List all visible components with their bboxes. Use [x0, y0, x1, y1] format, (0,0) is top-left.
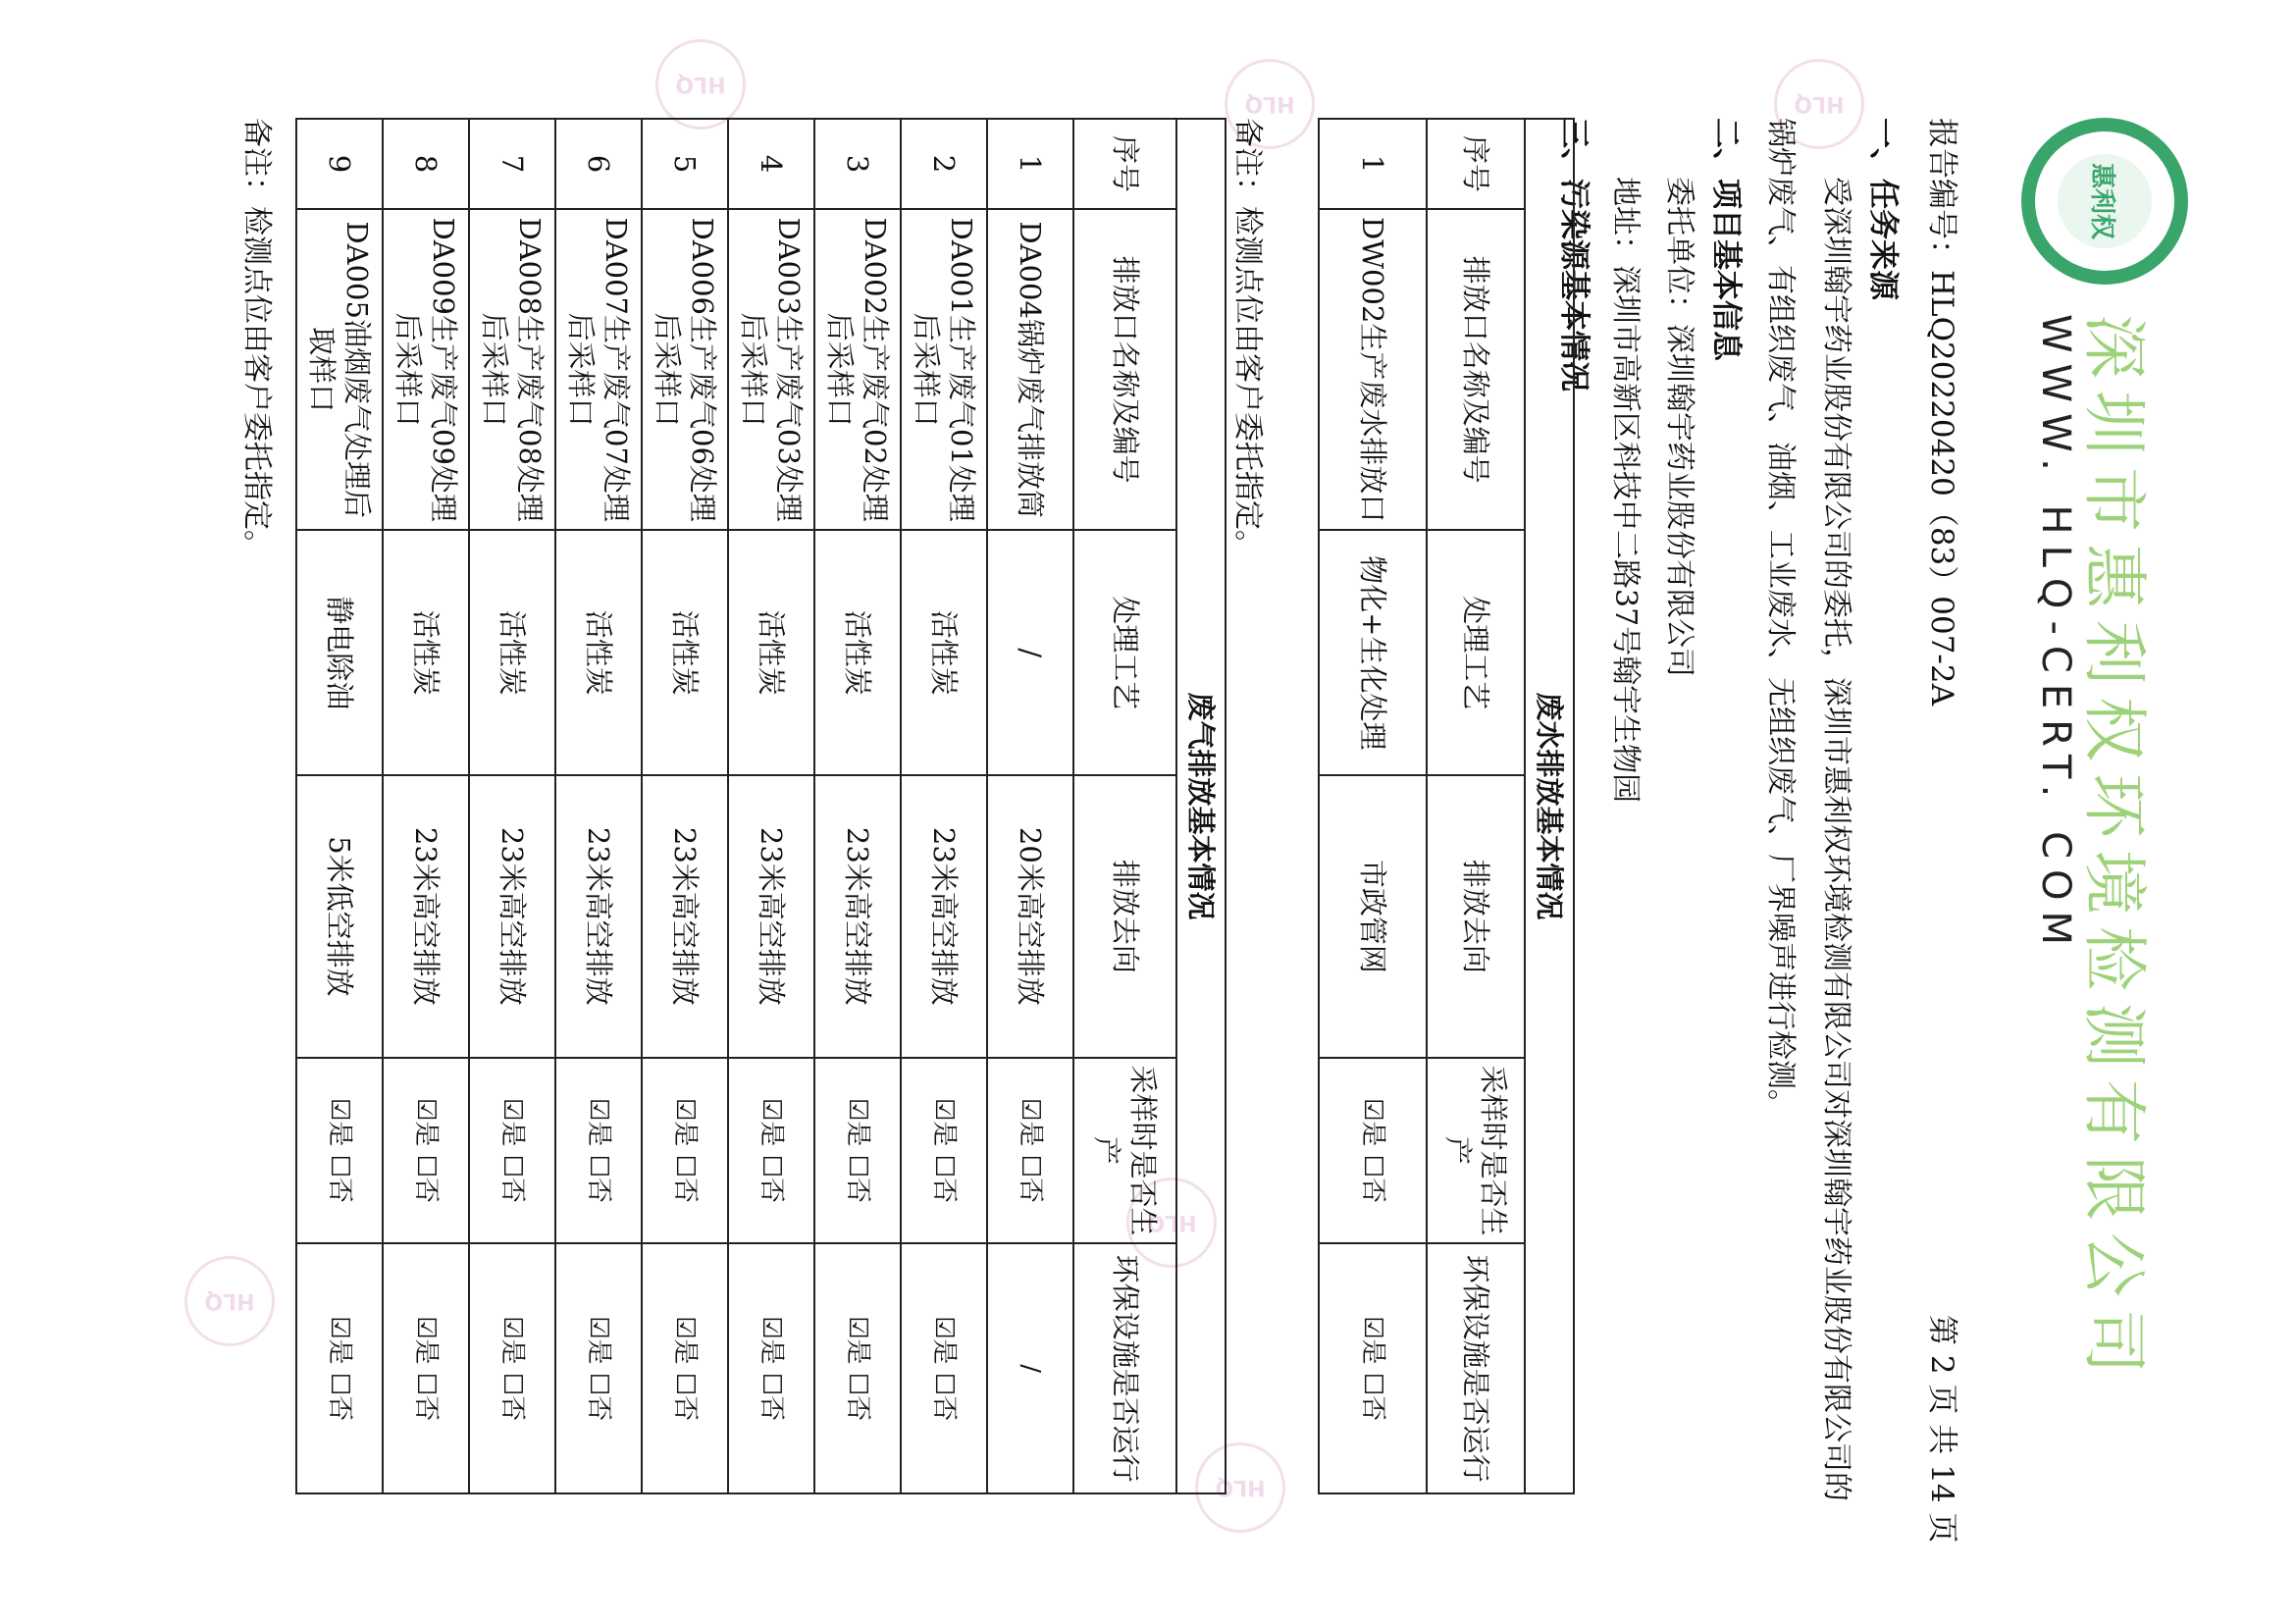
col-header: 处理工艺	[1073, 530, 1176, 775]
cell-facility: ☑是 ☐否	[814, 1243, 901, 1493]
cell-facility: ☑是 ☐否	[555, 1243, 642, 1493]
cell-no: 6	[555, 119, 642, 209]
cell-production: ☑是 ☐否	[987, 1058, 1073, 1244]
cell-facility: ☑是 ☐否	[642, 1243, 728, 1493]
table-row	[728, 119, 814, 1493]
table-row	[642, 119, 728, 1493]
cell-outlet: DA003生产废气03处理后采样口	[728, 209, 814, 531]
cell-no: 3	[814, 119, 901, 209]
cell-facility: ☑是 ☐否	[296, 1243, 383, 1493]
cell-destination: 23米高空排放	[555, 775, 642, 1058]
cell-destination: 5米低空排放	[296, 775, 383, 1058]
waste-gas-note: 备注：检测点位由客户委托指定。	[239, 118, 274, 559]
cell-destination: 23米高空排放	[642, 775, 728, 1058]
table-row	[814, 119, 901, 1493]
cell-facility: ☑是 ☐否	[901, 1243, 987, 1493]
col-header: 排放去向	[1073, 775, 1176, 1058]
cell-process: 活性炭	[728, 530, 814, 775]
cell-no: 4	[728, 119, 814, 209]
client-address: 地址：深圳市高新区科技中二路37号翰宇生物园	[1608, 177, 1643, 804]
cell-production: ☑是 ☐否	[383, 1058, 469, 1244]
waste-gas-rows	[296, 119, 1073, 1493]
cell-production: ☑是 ☐否	[1319, 1058, 1427, 1244]
page-indicator: 第 2 页 共 14 页	[1924, 1315, 1959, 1544]
cell-destination: 23米高空排放	[814, 775, 901, 1058]
cell-destination: 市政管网	[1319, 775, 1427, 1058]
cell-facility: ☑是 ☐否	[383, 1243, 469, 1493]
col-header: 序号	[1427, 119, 1525, 209]
cell-no: 2	[901, 119, 987, 209]
task-source-text: 受深圳翰宇药业股份有限公司的委托，深圳市惠利权环境检测有限公司对深圳翰宇药业股份有限公司的锅炉废气、有组织废气、油烟、工业废水、无组织废气、厂界噪声进行检测。	[1763, 118, 1853, 1501]
cell-outlet: DA007生产废气07处理后采样口	[555, 209, 642, 531]
cell-outlet: DA002生产废气02处理后采样口	[814, 209, 901, 531]
company-logo-seal	[2021, 118, 2188, 285]
cell-process: 静电除油	[296, 530, 383, 775]
cell-facility: /	[987, 1243, 1073, 1493]
logo-text: 惠利权	[2058, 154, 2152, 248]
company-website: WWW. HLQ-CERT. COM	[2033, 314, 2078, 957]
cell-no: 8	[383, 119, 469, 209]
watermark-stamp: HLQ	[655, 39, 746, 130]
cell-no: 7	[469, 119, 555, 209]
client-name: 委托单位：深圳翰宇药业股份有限公司	[1662, 177, 1696, 677]
cell-process: 物化+生化处理	[1319, 530, 1427, 775]
cell-destination: 23米高空排放	[383, 775, 469, 1058]
section-title-project-info: 二、项目基本信息	[1708, 118, 1744, 361]
cell-process: 活性炭	[469, 530, 555, 775]
table-row	[383, 119, 469, 1493]
section-title-pollution-source: 三、污染源基本情况	[1556, 118, 1592, 392]
wastewater-table	[1318, 118, 1575, 1494]
cell-no: 1	[987, 119, 1073, 209]
table-row	[987, 119, 1073, 1493]
cell-production: ☑是 ☐否	[901, 1058, 987, 1244]
col-header: 处理工艺	[1427, 530, 1525, 775]
cell-process: 活性炭	[901, 530, 987, 775]
watermark-stamp: HLQ	[1195, 1442, 1285, 1533]
cell-outlet: DW002生产废水排放口	[1319, 209, 1427, 531]
cell-outlet: DA005油烟废气处理后取样口	[296, 209, 383, 531]
cell-production: ☑是 ☐否	[469, 1058, 555, 1244]
cell-process: 活性炭	[555, 530, 642, 775]
cell-no: 5	[642, 119, 728, 209]
company-name: 深圳市惠利权环境检测有限公司	[2076, 314, 2152, 1386]
cell-process: 活性炭	[383, 530, 469, 775]
cell-destination: 20米高空排放	[987, 775, 1073, 1058]
cell-outlet: DA004锅炉废气排放筒	[987, 209, 1073, 531]
cell-outlet: DA008生产废气08处理后采样口	[469, 209, 555, 531]
col-header: 排放口名称及编号	[1073, 209, 1176, 531]
cell-production: ☑是 ☐否	[642, 1058, 728, 1244]
cell-facility: ☑是 ☐否	[728, 1243, 814, 1493]
cell-destination: 23米高空排放	[728, 775, 814, 1058]
cell-production: ☑是 ☐否	[814, 1058, 901, 1244]
table-row	[555, 119, 642, 1493]
cell-destination: 23米高空排放	[901, 775, 987, 1058]
cell-process: 活性炭	[642, 530, 728, 775]
waste-gas-table	[295, 118, 1226, 1494]
watermark-stamp: HLQ	[184, 1256, 275, 1346]
cell-process: 活性炭	[814, 530, 901, 775]
cell-destination: 23米高空排放	[469, 775, 555, 1058]
col-header: 采样时是否生产	[1073, 1058, 1176, 1244]
watermark-stamp: HLQ	[1774, 59, 1864, 149]
col-header: 排放口名称及编号	[1427, 209, 1525, 531]
cell-facility: ☑是 ☐否	[1319, 1243, 1427, 1493]
cell-no: 9	[296, 119, 383, 209]
col-header: 环保设施是否运行	[1427, 1243, 1525, 1493]
cell-production: ☑是 ☐否	[296, 1058, 383, 1244]
table-row	[901, 119, 987, 1493]
report-number: 报告编号：HLQ20220420（83）007-2A	[1924, 118, 1959, 707]
col-header: 采样时是否生产	[1427, 1058, 1525, 1244]
cell-production: ☑是 ☐否	[555, 1058, 642, 1244]
col-header: 排放去向	[1427, 775, 1525, 1058]
letterhead	[1982, 118, 2188, 1531]
cell-outlet: DA009生产废气09处理后采样口	[383, 209, 469, 531]
section-title-task-source: 一、任务来源	[1865, 118, 1901, 300]
wastewater-note: 备注：检测点位由客户委托指定。	[1230, 118, 1265, 559]
col-header: 环保设施是否运行	[1073, 1243, 1176, 1493]
table-row	[1319, 119, 1427, 1493]
watermark-stamp: HLQ	[1225, 59, 1315, 149]
cell-production: ☑是 ☐否	[728, 1058, 814, 1244]
wastewater-caption: 废水排放基本情况	[1525, 119, 1574, 1493]
watermark-stamp: HLQ	[1126, 1178, 1217, 1268]
cell-facility: ☑是 ☐否	[469, 1243, 555, 1493]
cell-outlet: DA006生产废气06处理后采样口	[642, 209, 728, 531]
cell-process: /	[987, 530, 1073, 775]
waste-gas-caption: 废气排放基本情况	[1176, 119, 1226, 1493]
col-header: 序号	[1073, 119, 1176, 209]
table-row	[469, 119, 555, 1493]
table-row	[296, 119, 383, 1493]
cell-no: 1	[1319, 119, 1427, 209]
cell-outlet: DA001生产废气01处理后采样口	[901, 209, 987, 531]
